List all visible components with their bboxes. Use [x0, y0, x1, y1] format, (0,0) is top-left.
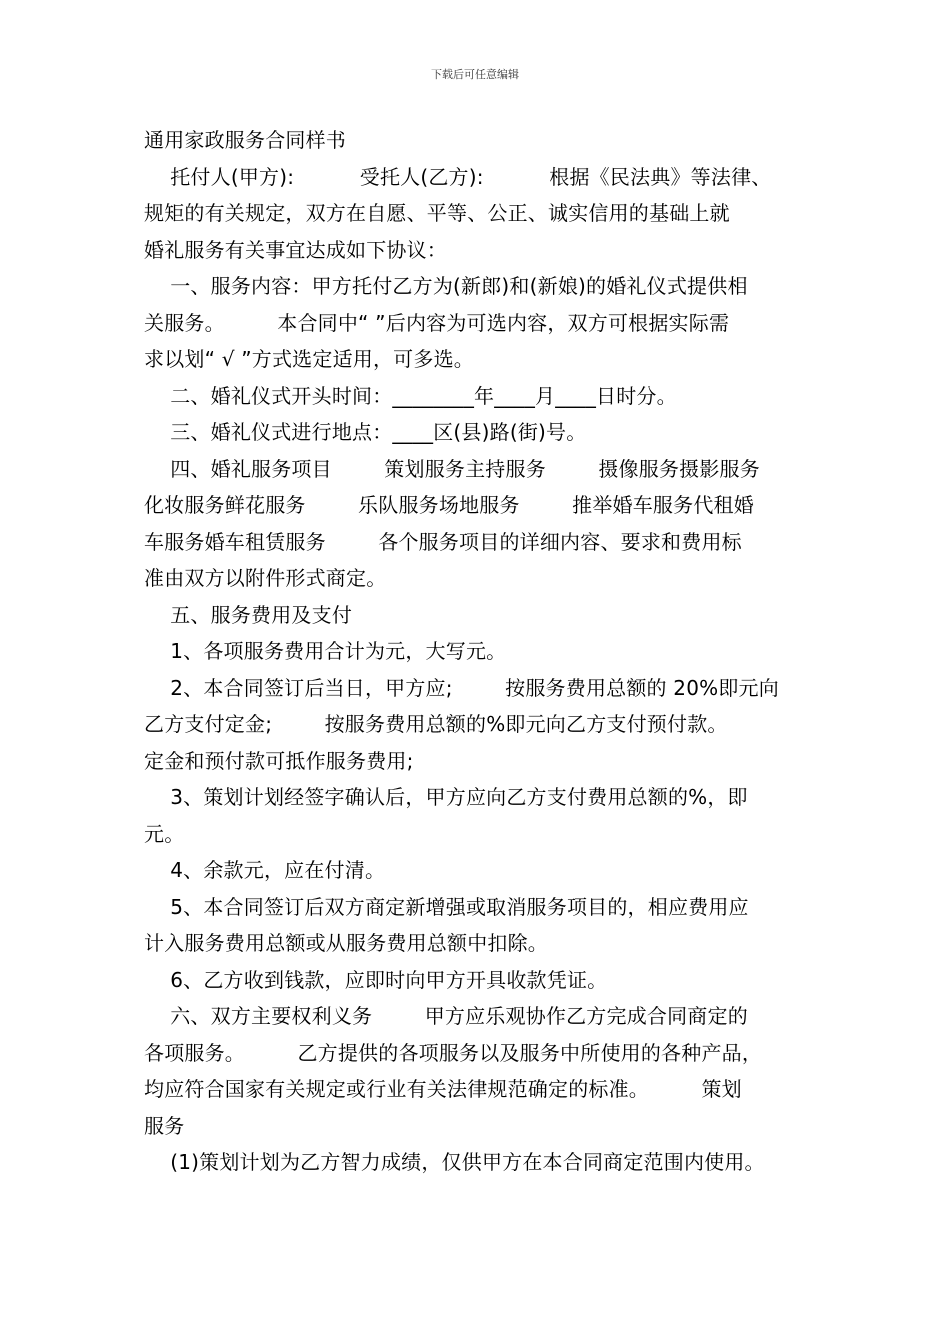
paragraph-line: 六、双方主要权利义务 甲方应乐观协作乙方完成合同商定的	[144, 1004, 748, 1028]
paragraph-line: 化妆服务鲜花服务 乐队服务场地服务 推举婚车服务代租婚	[144, 493, 754, 517]
paragraph-line: 五、服务费用及支付	[144, 602, 353, 627]
paragraph-line: 各项服务。 乙方提供的各项服务以及服务中所使用的各种产品，	[144, 1040, 763, 1065]
paragraph-line: 1、各项服务费用合计为元，大写元。	[144, 639, 507, 663]
paragraph-line: 服务	[144, 1113, 185, 1138]
paragraph-line: 准由双方以附件形式商定。	[144, 566, 387, 590]
paragraph-line: 婚礼服务有关事宜达成如下协议：	[144, 237, 447, 262]
paragraph-line: 2、本合同签订后当日，甲方应; 按服务费用总额的 20%即元向	[144, 675, 779, 700]
paragraph-line: 三、婚礼仪式进行地点：____区(县)路(街)号。	[144, 420, 587, 444]
paragraph-line: 二、婚礼仪式开头时间：________年____月____日时分。	[144, 383, 677, 408]
paragraph-line: 5、本合同签订后双方商定新增强或取消服务项目的，相应费用应	[144, 894, 749, 919]
paragraph-line: (1)策划计划为乙方智力成绩，仅供甲方在本合同商定范围内使用。	[144, 1150, 765, 1174]
paragraph-line: 托付人(甲方): 受托人(乙方): 根据《民法典》等法律、	[144, 164, 772, 189]
contract-body	[144, 122, 824, 1181]
page-header-note: 下载后可任意编辑	[431, 68, 519, 81]
paragraph-line: 一、服务内容：甲方托付乙方为(新郎)和(新娘)的婚礼仪式提供相	[144, 274, 748, 298]
paragraph-line: 计入服务费用总额或从服务费用总额中扣除。	[144, 931, 548, 955]
paragraph-line: 规矩的有关规定，双方在自愿、平等、公正、诚实信用的基础上就	[144, 201, 730, 225]
paragraph-line: 四、婚礼服务项目 策划服务主持服务 摄像服务摄影服务	[144, 456, 760, 481]
paragraph-line: 3、策划计划经签字确认后，甲方应向乙方支付费用总额的%，即	[144, 785, 748, 809]
paragraph-line: 乙方支付定金; 按服务费用总额的%即元向乙方支付预付款。	[144, 712, 728, 736]
paragraph-line: 定金和预付款可抵作服务费用;	[144, 748, 414, 773]
paragraph-line: 求以划“ √ ”方式选定适用，可多选。	[144, 347, 474, 371]
paragraph-line: 6、乙方收到钱款，应即时向甲方开具收款凭证。	[144, 967, 608, 992]
paragraph-line: 关服务。 本合同中“ ”后内容为可选内容，双方可根据实际需	[144, 310, 730, 335]
paragraph-line: 均应符合国家有关规定或行业有关法律规范确定的标准。 策划	[144, 1077, 742, 1101]
paragraph-line: 元。	[144, 821, 185, 846]
paragraph-line: 4、余款元，应在付清。	[144, 858, 386, 882]
paragraph-line: 车服务婚车租赁服务 各个服务项目的详细内容、要求和费用标	[144, 529, 742, 554]
doc-title: 通用家政服务合同样书	[144, 128, 346, 152]
